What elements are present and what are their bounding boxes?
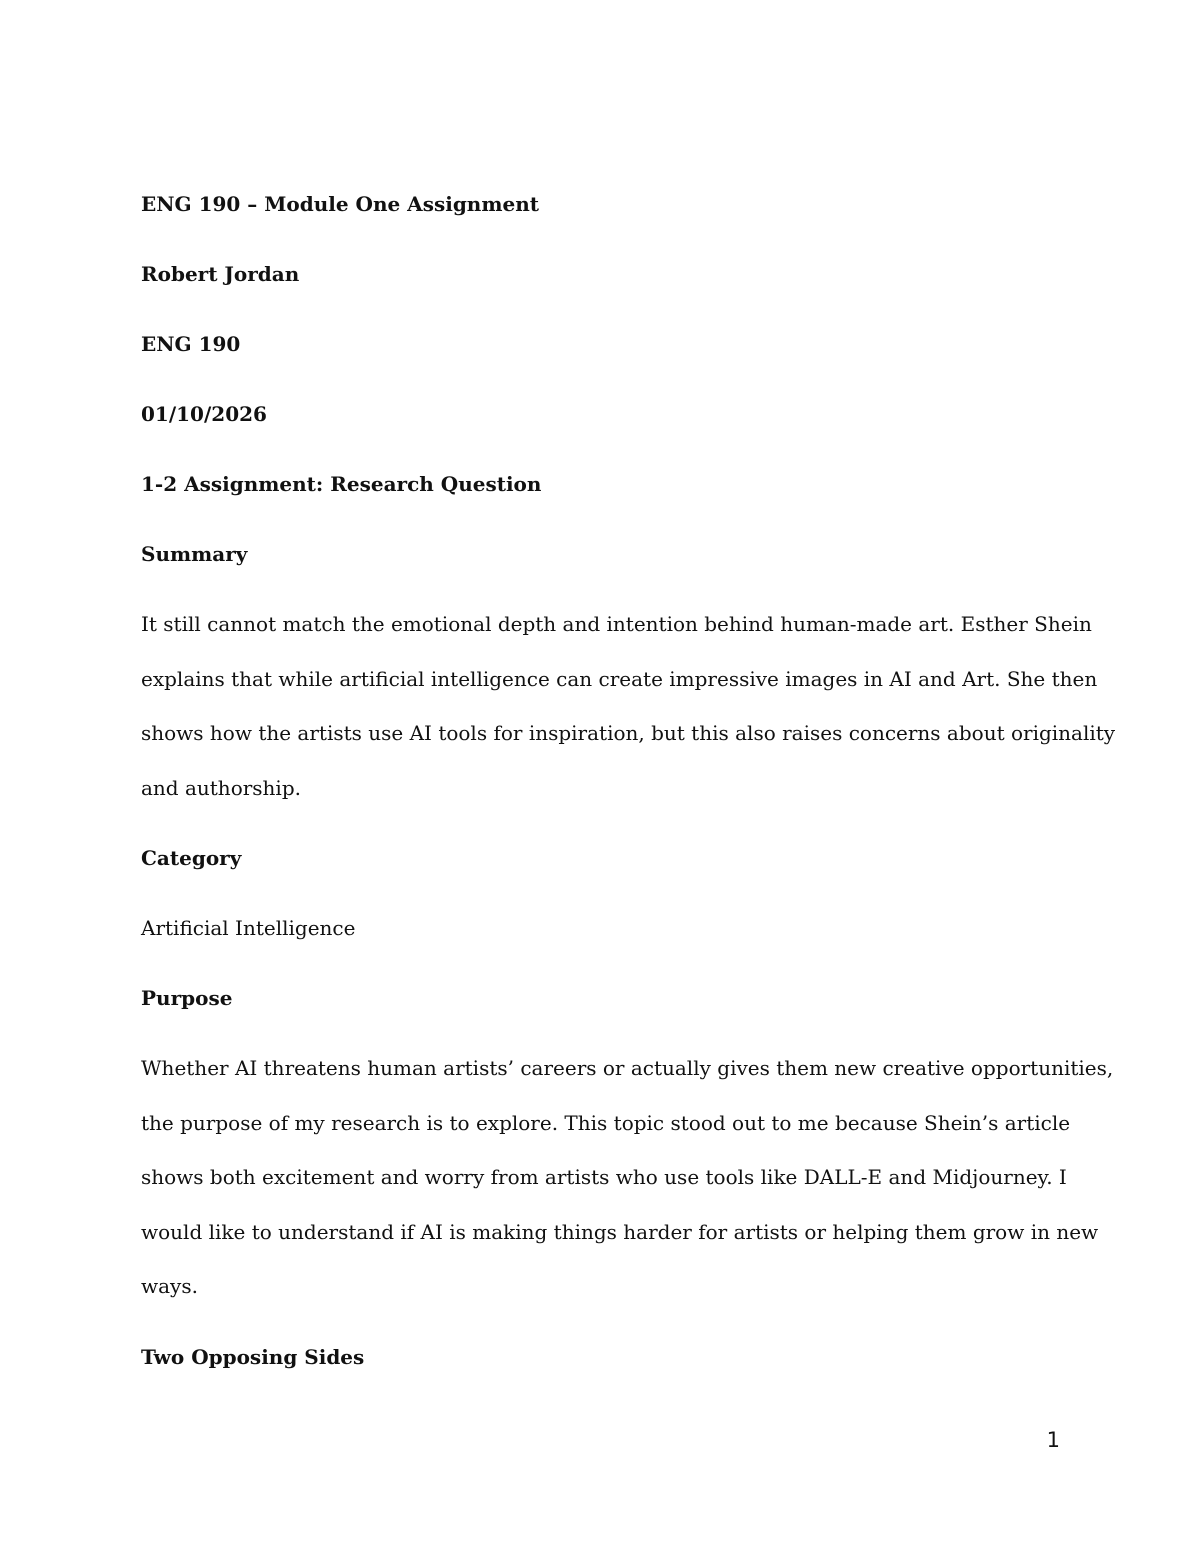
- category-value: Artificial Intelligence: [141, 916, 356, 940]
- author-name: Robert Jordan: [141, 262, 300, 286]
- purpose-paragraph: [141, 1050, 1114, 1323]
- purpose-line: the purpose of my research is to explore. This topic stood out to me because Shein’s article: [141, 1110, 1071, 1135]
- opposing-sides-heading: Two Opposing Sides: [141, 1344, 365, 1369]
- summary-paragraph: [141, 606, 1116, 824]
- summary-line: explains that while artificial intelligence can create impressive images in AI and Art. She then: [141, 666, 1098, 691]
- page-number: 1: [1046, 1428, 1060, 1452]
- summary-line: It still cannot match the emotional depth and intention behind human-made art. Esther Shein: [141, 612, 1092, 636]
- purpose-line: ways.: [141, 1274, 198, 1298]
- course-name: ENG 190: [141, 332, 241, 356]
- document-date: 01/10/2026: [141, 402, 267, 426]
- summary-line: and authorship.: [141, 775, 301, 800]
- purpose-heading: Purpose: [141, 986, 233, 1010]
- summary-heading: Summary: [141, 542, 248, 566]
- category-heading: Category: [141, 846, 242, 870]
- purpose-line: Whether AI threatens human artists’ careers or actually gives them new creative opportunities,: [141, 1056, 1114, 1080]
- summary-line: shows how the artists use AI tools for inspiration, but this also raises concerns about originality: [141, 721, 1116, 745]
- document-title: ENG 190 – Module One Assignment: [141, 192, 540, 216]
- document-body: [141, 186, 1116, 1409]
- purpose-line: shows both excitement and worry from artists who use tools like DALL-E and Midjourney. I: [141, 1165, 1067, 1189]
- purpose-line: would like to understand if AI is making things harder for artists or helping them grow in new: [141, 1219, 1099, 1244]
- assignment-title: 1-2 Assignment: Research Question: [141, 472, 542, 496]
